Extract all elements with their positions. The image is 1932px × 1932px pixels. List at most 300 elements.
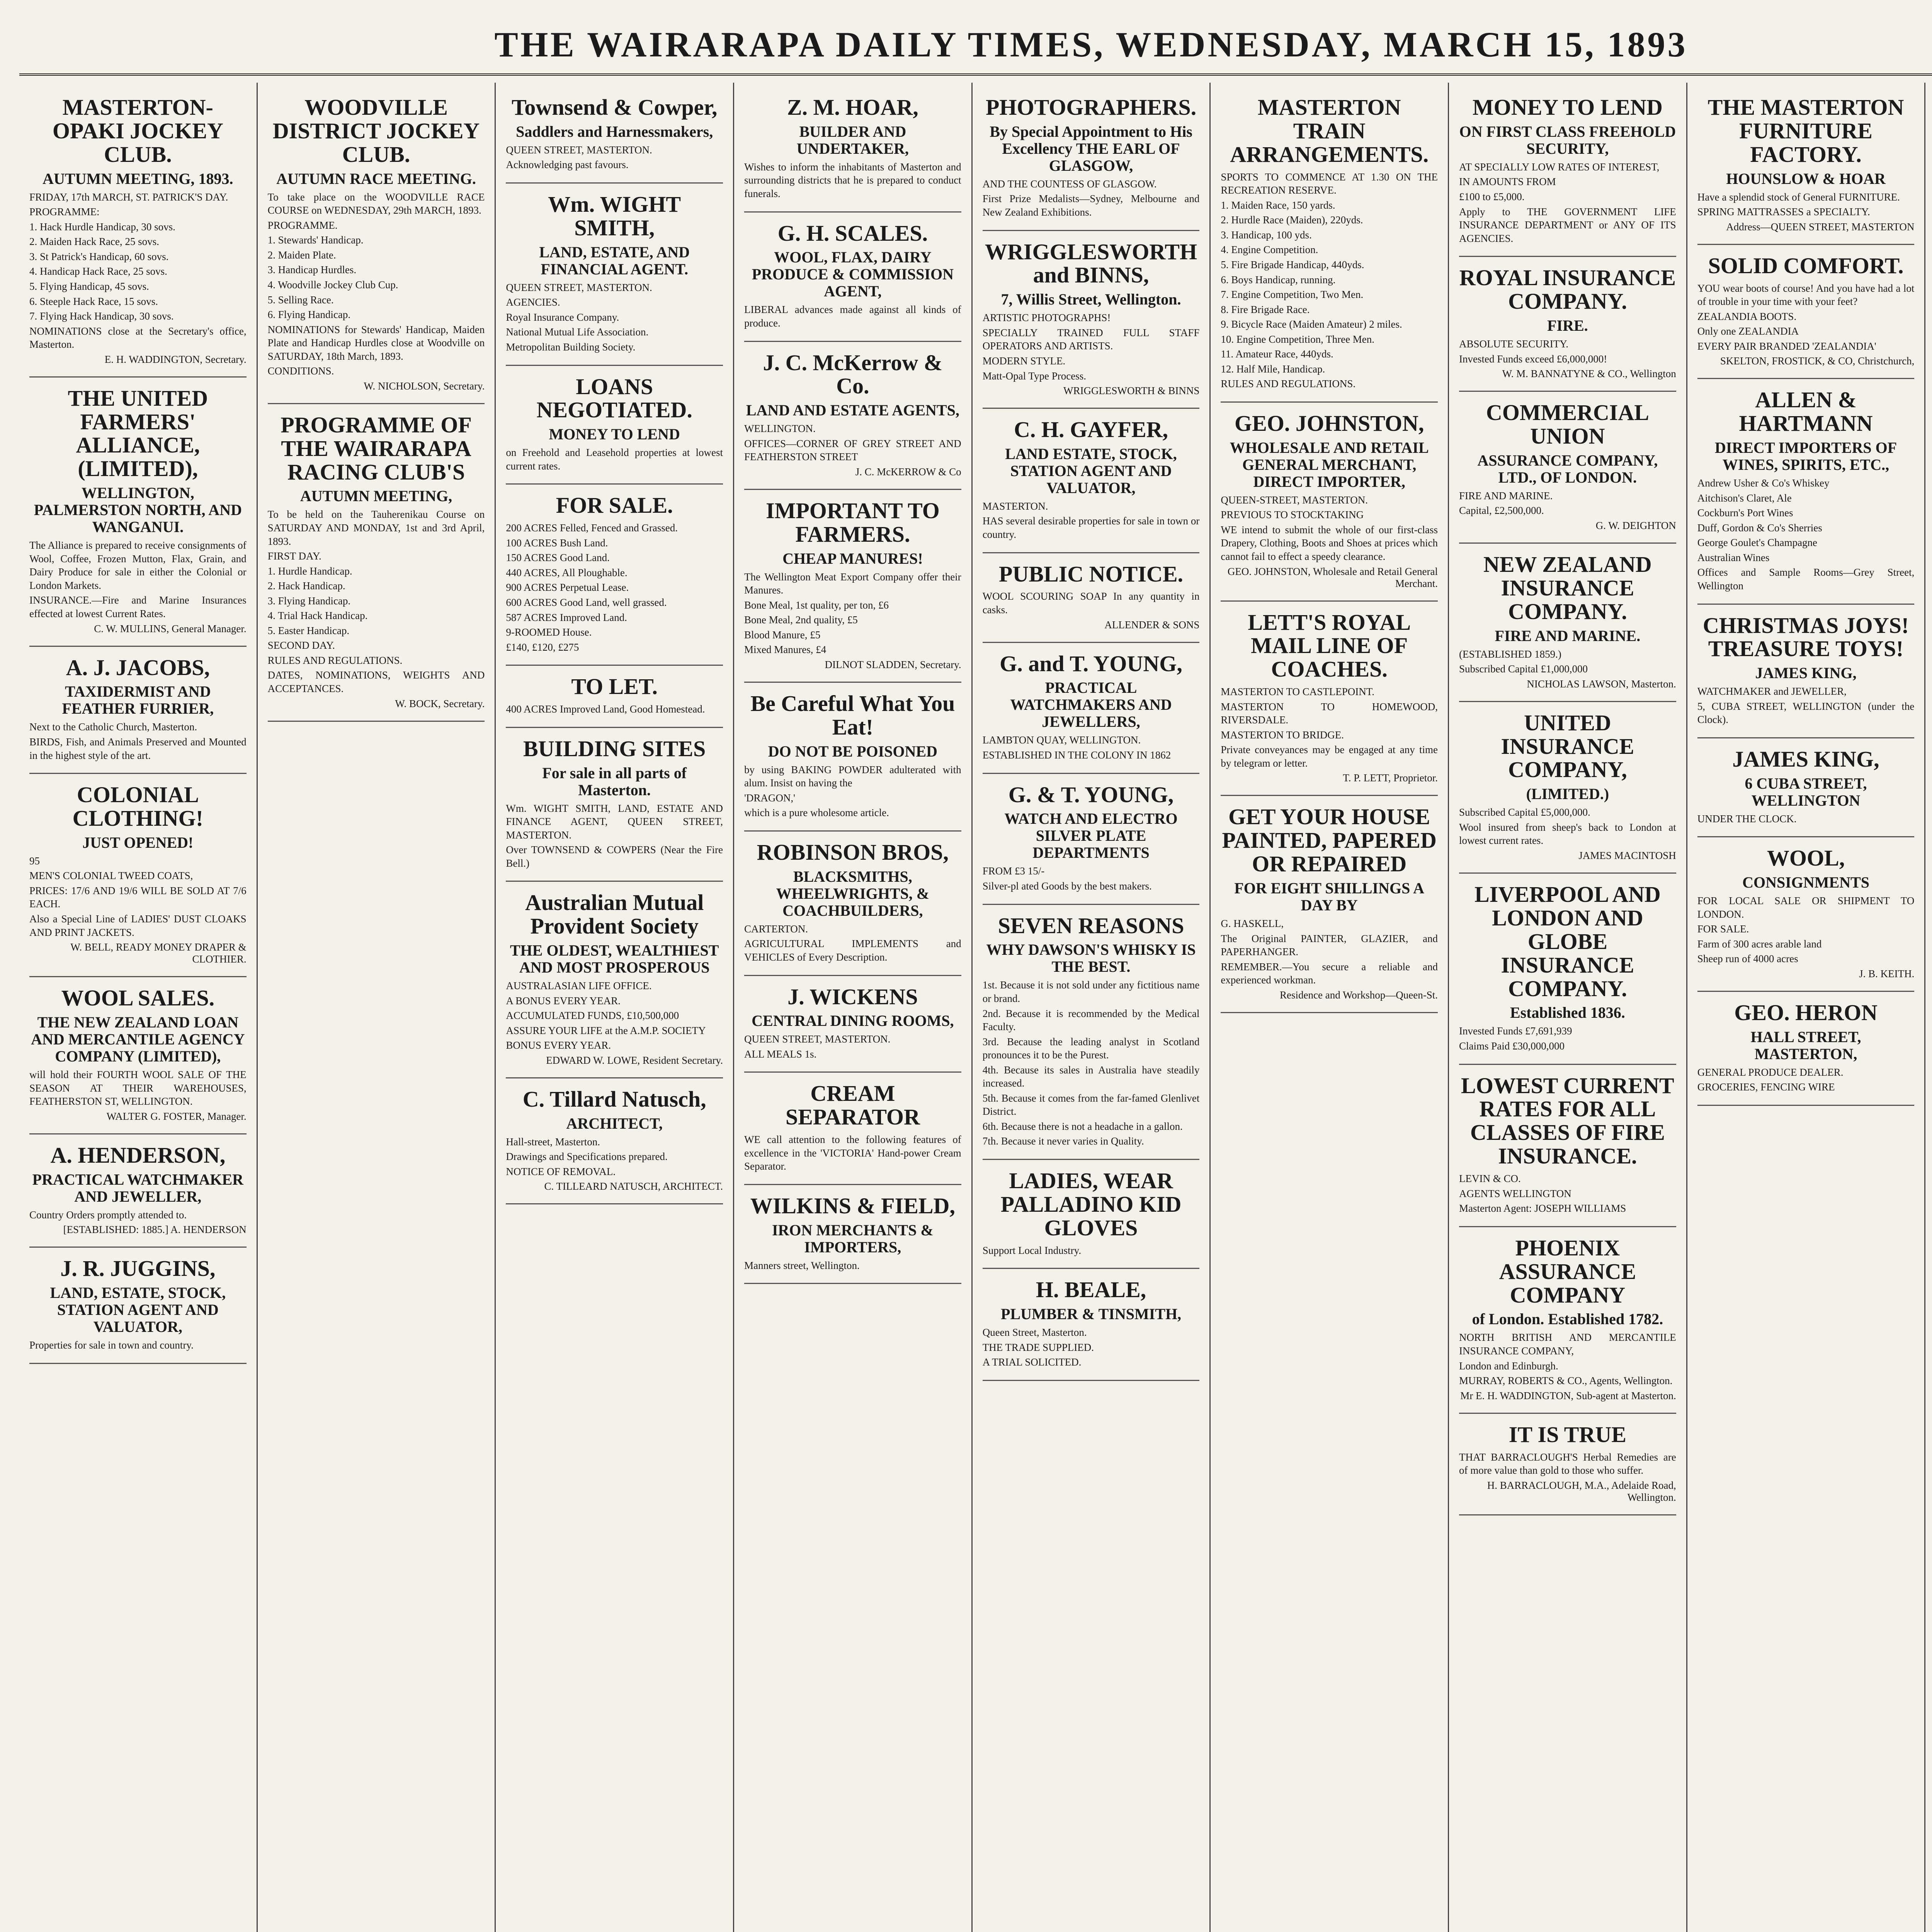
ad-body-line: 900 ACRES Perpetual Lease.	[506, 582, 629, 594]
ad-body-line: MASTERTON.	[982, 500, 1048, 512]
ad-signature: W. NICHOLSON, Secretary.	[364, 380, 485, 392]
advertisement	[1459, 87, 1676, 257]
ad-heading: GEO. JOHNSTON,	[1234, 410, 1424, 436]
ad-heading: IT IS TRUE	[1509, 1422, 1626, 1447]
ad-body-line: Support Local Industry.	[982, 1244, 1082, 1256]
advertisement	[1459, 544, 1676, 702]
ad-body-line: CONDITIONS.	[267, 365, 334, 377]
ad-subheading: THE NEW ZEALAND LOAN AND MERCANTILE AGENCY COMPANY (LIMITED),	[31, 1014, 245, 1065]
ad-body	[506, 1135, 723, 1179]
ad-body-line: First Prize Medalists—Sydney, Melbourne and New Zealand Exhibitions.	[982, 193, 1200, 218]
advertisement	[29, 1248, 247, 1364]
ad-signature: ALLENDER & SONS	[1104, 619, 1200, 631]
ad-body	[983, 177, 1200, 219]
ad-body-line: (ESTABLISHED 1859.)	[1459, 648, 1561, 660]
ad-body-line: Queen Street, Masterton.	[982, 1327, 1087, 1338]
ad-body-line: ASSURE YOUR LIFE at the A.M.P. SOCIETY	[506, 1024, 706, 1036]
ad-body-line: £140, £120, £275	[506, 641, 579, 653]
ad-body-line: SPRING MATTRASSES a SPECIALTY.	[1697, 206, 1870, 218]
column-9	[1925, 83, 1932, 1932]
ad-body	[1459, 337, 1676, 366]
ad-subheading: LAND AND ESTATE AGENTS,	[746, 401, 959, 419]
ad-subheading: JAMES KING,	[1755, 664, 1857, 682]
ad-subheading: BUILDER AND UNDERTAKER,	[796, 122, 909, 157]
ad-heading: G. H. SCALES.	[777, 220, 928, 246]
ad-subheading: MONEY TO LEND	[549, 425, 680, 443]
ad-body-line: UNDER THE CLOCK.	[1697, 813, 1797, 825]
advertisement	[29, 774, 247, 977]
advertisement	[1221, 87, 1438, 403]
ad-signature: J. C. McKERROW & Co	[855, 466, 961, 478]
ad-body	[744, 1133, 961, 1173]
ad-heading: UNITED INSURANCE COMPANY,	[1501, 710, 1634, 782]
ad-body-line: 200 ACRES Felled, Fenced and Grassed.	[506, 522, 678, 534]
ad-heading: Wm. WIGHT SMITH,	[548, 191, 681, 240]
ad-subheading: AUTUMN MEETING, 1893.	[43, 170, 233, 187]
ad-subheading: WOOL, FLAX, DAIRY PRODUCE & COMMISSION AGENT,	[752, 248, 954, 300]
ad-body-line: Andrew Usher & Co's Whiskey	[1697, 477, 1830, 489]
ad-body-line: WE intend to submit the whole of our first-class Drapery, Clothing, Boots and Shoes at prices which cannot fail to effect a speedy clearance.	[1221, 524, 1438, 562]
ad-heading: Be Careful What You Eat!	[750, 691, 955, 740]
ad-body-line: Bone Meal, 2nd quality, £5	[744, 614, 858, 626]
ad-subheading: AUTUMN RACE MEETING.	[276, 170, 476, 187]
advertisement	[1459, 392, 1676, 544]
ad-signature: [ESTABLISHED: 1885.] A. HENDERSON	[63, 1224, 247, 1236]
ad-body-line: Subscribed Capital £5,000,000.	[1459, 806, 1590, 818]
masthead	[19, 15, 1932, 76]
ad-heading: PHOENIX ASSURANCE COMPANY	[1499, 1235, 1636, 1308]
ad-subheading: FIRE.	[1547, 316, 1588, 334]
ad-body-line: Matt-Opal Type Process.	[982, 370, 1086, 382]
advertisement	[983, 553, 1200, 643]
ad-body-line: Masterton Agent: JOSEPH WILLIAMS	[1459, 1202, 1626, 1214]
ad-body-line: by using BAKING POWDER adulterated with alum. Insist on having the	[744, 764, 961, 789]
ad-body-line: Wm. WIGHT SMITH, LAND, ESTATE AND FINANCE AGENT, QUEEN STREET, MASTERTON.	[506, 802, 723, 841]
ad-body-line: MEN'S COLONIAL TWEED COATS,	[29, 870, 193, 882]
ad-body-line: AGRICULTURAL IMPLEMENTS and VEHICLES of Every Description.	[744, 938, 961, 963]
ad-subheading: WELLINGTON, PALMERSTON NORTH, AND WANGANUI.	[34, 484, 242, 536]
ad-body-line: 1. Hurdle Handicap.	[267, 565, 352, 577]
ad-body-line: 7. Flying Hack Handicap, 30 sovs.	[29, 310, 174, 322]
ad-heading: WOOL,	[1767, 845, 1845, 871]
ad-body-line: 600 ACRES Good Land, well grassed.	[506, 597, 667, 608]
advertisement	[983, 231, 1200, 409]
ad-body-line: which is a pure wholesome article.	[744, 807, 889, 819]
ad-body-line: 440 ACRES, All Ploughable.	[506, 566, 628, 578]
ad-heading: J. C. McKerrow & Co.	[763, 350, 943, 399]
ad-body-line: 9. Bicycle Race (Maiden Amateur) 2 miles.	[1221, 318, 1402, 330]
ad-body-line: ALL MEALS 1s.	[744, 1048, 817, 1060]
ad-body	[1221, 170, 1438, 391]
column-5	[973, 83, 1211, 1932]
ad-body-line: RULES AND REGULATIONS.	[267, 654, 403, 666]
ad-body-line: 7. Engine Competition, Two Men.	[1221, 289, 1364, 301]
advertisement	[268, 87, 485, 404]
advertisement	[506, 366, 723, 485]
ad-body	[983, 311, 1200, 383]
ad-body	[1459, 648, 1676, 676]
ad-heading: ROYAL INSURANCE COMPANY.	[1459, 265, 1676, 314]
ad-body-line: 3. Handicap Hurdles.	[267, 264, 357, 276]
ad-body-line: 5. Flying Handicap, 45 sovs.	[29, 280, 149, 292]
ad-body	[1459, 1172, 1676, 1215]
ad-body	[1459, 1024, 1676, 1053]
advertisement	[1697, 837, 1915, 992]
ad-body-line: 1st. Because it is not sold under any fictitious name or brand.	[982, 979, 1200, 1004]
ad-body	[1697, 685, 1915, 726]
ad-heading: H. BEALE,	[1036, 1277, 1146, 1303]
ad-body	[1459, 1451, 1676, 1477]
ad-body-line: Australian Wines	[1697, 551, 1770, 563]
ad-subheading: WHY DAWSON'S WHISKY IS THE BEST.	[986, 941, 1196, 976]
ad-heading: FOR SALE.	[556, 493, 673, 518]
ad-heading: J. WICKENS	[787, 984, 918, 1009]
ad-body-line: MODERN STYLE.	[982, 355, 1066, 367]
ad-body-line: on Freehold and Leasehold properties at lowest current rates.	[506, 447, 723, 472]
advertisement	[1459, 1065, 1676, 1227]
advertisement	[1697, 605, 1915, 738]
ad-body	[1697, 894, 1915, 966]
ad-subheading: DO NOT BE POISONED	[768, 742, 937, 760]
ad-heading: COLONIAL CLOTHING!	[72, 782, 204, 831]
advertisement	[1459, 1227, 1676, 1414]
ad-signature: NICHOLAS LAWSON, Masterton.	[1527, 678, 1676, 690]
ad-body-line: 1. Maiden Race, 150 yards.	[1221, 199, 1335, 211]
advertisement	[744, 683, 961, 832]
ad-heading: BUILDING SITES	[523, 736, 706, 761]
ad-body-line: Private conveyances may be engaged at any time by telegram or letter.	[1221, 744, 1438, 769]
ad-body-line: Only one ZEALANDIA	[1697, 325, 1799, 337]
ad-signature: Address—QUEEN STREET, MASTERTON	[1726, 221, 1915, 233]
ad-body-line: LIBERAL advances made against all kinds of produce.	[744, 304, 961, 329]
ad-heading: PROGRAMME OF THE WAIRARAPA RACING CLUB'S	[281, 412, 472, 485]
ad-body-line: Duff, Gordon & Co's Sherries	[1697, 522, 1822, 534]
ad-body	[744, 303, 961, 330]
ad-subheading: (LIMITED.)	[1526, 785, 1609, 803]
ad-body-line: WATCHMAKER and JEWELLER,	[1697, 685, 1847, 697]
advertisement	[1221, 602, 1438, 796]
ad-heading: ALLEN & HARTMANN	[1739, 387, 1873, 436]
ad-body-line: Mixed Manures, £4	[744, 644, 827, 656]
ad-body	[506, 702, 723, 716]
ad-heading: SOLID COMFORT.	[1708, 253, 1904, 278]
ad-body-line: FOR LOCAL SALE OR SHIPMENT TO LONDON.	[1697, 895, 1915, 920]
ad-subheading: CONSIGNMENTS	[1742, 874, 1870, 891]
ad-body-line: £100 to £5,000.	[1459, 190, 1525, 202]
ad-heading: LOWEST CURRENT RATES FOR ALL CLASSES OF FIRE INSURANCE.	[1461, 1073, 1674, 1169]
ad-signature: G. W. DEIGHTON	[1595, 519, 1676, 531]
ad-signature: C. W. MULLINS, General Manager.	[94, 622, 247, 634]
ad-signature: SKELTON, FROSTICK, & CO, Christchurch,	[1720, 355, 1915, 367]
ad-signature: J. B. KEITH.	[1859, 968, 1915, 980]
ad-body-line: Farm of 300 acres arable land	[1697, 938, 1822, 950]
ad-body-line: London and Edinburgh.	[1459, 1360, 1558, 1372]
ad-body-line: MASTERTON TO CASTLEPOINT.	[1221, 686, 1375, 698]
ad-subheading: AUTUMN MEETING,	[300, 487, 452, 505]
ad-body-line: Invested Funds exceed £6,000,000!	[1459, 353, 1607, 365]
ad-body-line: ACCUMULATED FUNDS, £10,500,000	[506, 1010, 679, 1022]
ad-body-line: Capital, £2,500,000.	[1459, 505, 1544, 517]
ad-body	[983, 1244, 1200, 1257]
ad-body-line: AND THE COUNTESS OF GLASGOW.	[982, 178, 1157, 190]
ad-body	[506, 802, 723, 870]
ad-signature: T. P. LETT, Proprietor.	[1343, 772, 1438, 784]
ad-body	[29, 720, 247, 762]
ad-subheading: HOUNSLOW & HOAR	[1726, 170, 1886, 187]
ad-body-line: ZEALANDIA BOOTS.	[1697, 310, 1797, 322]
ad-heading: THE UNITED FARMERS' ALLIANCE, (LIMITED),	[68, 385, 208, 481]
advertisement	[983, 1160, 1200, 1269]
ad-body-line: 2. Hack Handicap.	[267, 580, 345, 592]
ad-body	[506, 446, 723, 473]
ad-body	[983, 864, 1200, 893]
ad-signature: Mr E. H. WADDINGTON, Sub-agent at Masterton.	[1460, 1389, 1676, 1401]
ad-body-line: 12. Half Mile, Handicap.	[1221, 363, 1325, 375]
ad-body-line: Manners street, Wellington.	[744, 1259, 860, 1271]
ad-body	[744, 922, 961, 964]
ad-subheading: ASSURANCE COMPANY, LTD., OF LONDON.	[1477, 451, 1658, 486]
ad-body-line: A TRIAL SOLICITED.	[982, 1356, 1082, 1368]
ad-body-line: QUEEN STREET, MASTERTON.	[506, 144, 652, 156]
ad-body-line: QUEEN STREET, MASTERTON.	[506, 281, 652, 293]
ad-body-line: Sheep run of 4000 acres	[1697, 953, 1798, 965]
ad-body-line: FRIDAY, 17th MARCH, ST. PATRICK'S DAY.	[29, 191, 228, 203]
ad-signature: GEO. JOHNSTON, Wholesale and Retail General Merchant.	[1227, 565, 1438, 589]
ad-body-line: To be held on the Tauherenikau Course on SATURDAY AND MONDAY, 1st and 3rd April, 1893.	[267, 509, 485, 547]
ad-heading: IMPORTANT TO FARMERS.	[766, 498, 940, 547]
ad-body	[506, 143, 723, 172]
ad-body	[744, 1032, 961, 1061]
ad-body-line: National Mutual Life Association.	[506, 326, 649, 338]
ad-heading: C. Tillard Natusch,	[522, 1086, 706, 1112]
ad-subheading: LAND ESTATE, STOCK, STATION AGENT AND VALUATOR,	[1005, 445, 1177, 497]
ad-subheading: FIRE AND MARINE.	[1495, 627, 1641, 645]
ad-subheading: WATCH AND ELECTRO SILVER PLATE DEPARTMENTS	[1004, 810, 1178, 862]
ad-body-line: 1. Hack Hurdle Handicap, 30 sovs.	[29, 221, 175, 233]
ad-body-line: MASTERTON TO BRIDGE.	[1221, 729, 1344, 741]
ad-signature: E. H. WADDINGTON, Secretary.	[104, 353, 247, 365]
ad-body-line: SECOND DAY.	[267, 639, 335, 651]
ad-body	[744, 1259, 961, 1272]
ad-subheading: LAND, ESTATE, AND FINANCIAL AGENT.	[539, 243, 690, 278]
ad-body-line: 587 ACRES Improved Land.	[506, 611, 627, 623]
ad-subheading: For sale in all parts of Masterton.	[542, 764, 687, 799]
ad-body-line: 400 ACRES Improved Land, Good Homestead.	[506, 703, 705, 715]
ad-signature: C. TILLEARD NATUSCH, ARCHITECT.	[544, 1180, 723, 1192]
ad-body-line: AT SPECIALLY LOW RATES OF INTEREST,	[1459, 161, 1660, 173]
ad-body-line: NORTH BRITISH AND MERCANTILE INSURANCE COMPANY,	[1459, 1332, 1676, 1357]
ad-body-line: Bone Meal, 1st quality, per ton, £6	[744, 599, 889, 611]
column-8	[1687, 83, 1926, 1932]
ad-body-line: DATES, NOMINATIONS, WEIGHTS AND ACCEPTANCES.	[267, 669, 485, 695]
ad-body-line: ARTISTIC PHOTOGRAPHS!	[982, 312, 1111, 324]
ad-body	[744, 763, 961, 820]
ad-body	[1697, 190, 1915, 219]
ad-body-line: Offices and Sample Rooms—Grey Street, Wellington	[1697, 566, 1915, 592]
advertisement	[506, 728, 723, 882]
ad-body	[506, 521, 723, 654]
ad-body-line: 2. Hurdle Race (Maiden), 220yds.	[1221, 214, 1363, 226]
advertisement	[29, 87, 247, 378]
ad-subheading: ON FIRST CLASS FREEHOLD SECURITY,	[1459, 122, 1676, 157]
ad-body-line: Claims Paid £30,000,000	[1459, 1040, 1565, 1052]
ad-body	[1697, 1066, 1915, 1094]
ad-body	[268, 190, 485, 378]
ad-body-line: NOMINATIONS close at the Secretary's office, Masterton.	[29, 325, 247, 350]
ad-body-line: Subscribed Capital £1,000,000	[1459, 663, 1588, 675]
ad-body-line: 3rd. Because the leading analyst in Scotland pronounces it to be the Purest.	[982, 1036, 1200, 1061]
advertisement	[744, 213, 961, 342]
ad-body	[29, 854, 247, 939]
advertisement	[744, 1185, 961, 1284]
ad-body-line: WE call attention to the following features of excellence in the 'VICTORIA' Hand-power Cream Separator.	[744, 1134, 961, 1172]
ad-body-line: GROCERIES, FENCING WIRE	[1697, 1081, 1835, 1093]
ad-subheading: WHOLESALE AND RETAIL GENERAL MERCHANT, DIRECT IMPORTER,	[1230, 439, 1429, 490]
ad-body	[1459, 489, 1676, 517]
ad-signature: JAMES MACINTOSH	[1578, 850, 1676, 861]
ad-body-line: 10. Engine Competition, Three Men.	[1221, 333, 1375, 345]
ad-body-line: Hall-street, Masterton.	[506, 1136, 600, 1148]
ad-heading: THE MASTERTON FURNITURE FACTORY.	[1708, 95, 1904, 167]
ad-body-line: MURRAY, ROBERTS & CO., Agents, Wellington.	[1459, 1375, 1673, 1387]
advertisement	[744, 832, 961, 976]
ad-signature: EDWARD W. LOWE, Resident Secretary.	[546, 1054, 723, 1066]
advertisement	[1459, 1414, 1676, 1515]
advertisement	[1697, 992, 1915, 1106]
column-2	[258, 83, 496, 1932]
ad-body-line: ABSOLUTE SECURITY.	[1459, 338, 1569, 350]
ad-body	[1459, 806, 1676, 847]
ad-subheading: 6 CUBA STREET, WELLINGTON	[1745, 774, 1867, 809]
ad-body-line: PROGRAMME.	[267, 219, 338, 231]
ad-body-line: Also a Special Line of LADIES' DUST CLOAKS AND PRINT JACKETS.	[29, 913, 247, 938]
ad-body	[1221, 493, 1438, 563]
advertisement	[506, 485, 723, 666]
ad-body	[983, 500, 1200, 541]
advertisement	[1697, 379, 1915, 604]
ad-subheading: ARCHITECT,	[566, 1114, 663, 1132]
ad-body-line: 3. St Patrick's Handicap, 60 sovs.	[29, 250, 169, 262]
advertisement	[983, 905, 1200, 1160]
ad-heading: Townsend & Cowper,	[512, 95, 718, 120]
ad-body	[983, 1326, 1200, 1369]
ad-body-line: LEVIN & CO.	[1459, 1173, 1521, 1185]
ad-body-line: Invested Funds £7,691,939	[1459, 1025, 1572, 1037]
ad-body	[744, 422, 961, 464]
ad-subheading: CHEAP MANURES!	[782, 549, 923, 567]
ad-body-line: The Original PAINTER, GLAZIER, and PAPERHANGER.	[1221, 932, 1438, 958]
advertisement	[29, 378, 247, 647]
ad-subheading: of London. Established 1782.	[1472, 1310, 1663, 1328]
ad-body-line: 95	[29, 855, 40, 867]
ad-body	[1697, 282, 1915, 353]
ad-heading: TO LET.	[571, 674, 658, 699]
ad-body-line: George Goulet's Champagne	[1697, 537, 1817, 549]
ad-body-line: REMEMBER.—You secure a reliable and experienced workman.	[1221, 961, 1438, 986]
ad-subheading: FOR EIGHT SHILLINGS A DAY BY	[1234, 879, 1425, 914]
advertisement	[1697, 87, 1915, 245]
ad-body-line: INSURANCE.—Fire and Marine Insurances effected at lowest Current Rates.	[29, 594, 247, 619]
advertisement	[983, 87, 1200, 231]
ad-subheading: THE OLDEST, WEALTHIEST AND MOST PROSPEROUS	[510, 942, 719, 976]
ad-heading: ROBINSON BROS,	[757, 839, 949, 865]
ad-heading: PUBLIC NOTICE.	[999, 561, 1184, 587]
ad-subheading: JUST OPENED!	[82, 833, 194, 851]
ad-body	[1221, 917, 1438, 987]
ad-body-line: 6. Steeple Hack Race, 15 sovs.	[29, 295, 158, 307]
ad-heading: JAMES KING,	[1732, 746, 1879, 772]
ad-body-line: To take place on the WOODVILLE RACE COURSE on WEDNESDAY, 29th MARCH, 1893.	[267, 191, 485, 216]
ad-subheading: DIRECT IMPORTERS OF WINES, SPIRITS, ETC.,	[1714, 439, 1897, 474]
ad-body-line: Wishes to inform the inhabitants of Masterton and surrounding districts that he is prepared to conduct funerals.	[744, 161, 961, 199]
ad-subheading: PRACTICAL WATCHMAKER AND JEWELLER,	[32, 1170, 244, 1205]
ad-body-line: 4. Trial Hack Handicap.	[267, 610, 368, 622]
advertisement	[1697, 245, 1915, 379]
ad-body-line: AUSTRALASIAN LIFE OFFICE.	[506, 980, 652, 992]
ad-heading: LIVERPOOL AND LONDON AND GLOBE INSURANCE COMPANY.	[1474, 882, 1661, 1001]
ad-body-line: BIRDS, Fish, and Animals Preserved and Mounted in the highest style of the art.	[29, 736, 247, 761]
ad-body-line: 5. Selling Race.	[267, 294, 334, 306]
ad-subheading: PRACTICAL WATCHMAKERS AND JEWELLERS,	[1010, 679, 1172, 731]
ad-body	[983, 733, 1200, 762]
ad-heading: G. & T. YOUNG,	[1008, 782, 1174, 807]
advertisement	[1459, 257, 1676, 392]
ad-body-line: AGENTS WELLINGTON	[1459, 1187, 1571, 1199]
ad-body-line: 5th. Because it comes from the far-famed Glenlivet District.	[982, 1092, 1200, 1117]
ad-body-line: Acknowledging past favours.	[506, 159, 629, 171]
ad-signature: H. BARRACLOUGH, M.A., Adelaide Road, Wellington.	[1487, 1479, 1676, 1503]
ad-body-line: BONUS EVERY YEAR.	[506, 1039, 611, 1051]
ad-body-line: Drawings and Specifications prepared.	[506, 1151, 668, 1163]
ad-heading: A. J. JACOBS,	[66, 655, 210, 680]
advertisement	[29, 977, 247, 1134]
advertisement	[506, 87, 723, 184]
ad-body-line: 100 ACRES Bush Land.	[506, 537, 608, 549]
ad-signature: WRIGGLESWORTH & BINNS	[1063, 385, 1200, 397]
ad-body	[1697, 476, 1915, 592]
ad-body-line: HAS several desirable properties for sale in town or country.	[982, 515, 1200, 541]
ad-body-line: FOR SALE.	[1697, 923, 1749, 935]
ad-body-line: 3. Handicap, 100 yds.	[1221, 229, 1312, 241]
ad-body-line: Blood Manure, £5	[744, 629, 821, 641]
ad-heading: LOANS NEGOTIATED.	[536, 374, 692, 423]
ad-heading: CREAM SEPARATOR	[785, 1081, 920, 1130]
ad-body	[744, 160, 961, 201]
ad-signature: W. BELL, READY MONEY DRAPER & CLOTHIER.	[70, 941, 247, 965]
ad-body	[1459, 1331, 1676, 1387]
ad-body-line: YOU wear boots of course! And you have had a lot of trouble in your time with your feet?	[1697, 282, 1915, 308]
ad-heading: GEO. HERON	[1734, 1000, 1878, 1026]
advertisement	[506, 1078, 723, 1205]
advertisement	[506, 184, 723, 366]
ad-body	[1697, 812, 1915, 826]
ad-subheading: By Special Appointment to His Excellency THE EARL OF GLASGOW,	[990, 122, 1192, 174]
advertisement	[29, 1134, 247, 1248]
ad-heading: WOOL SALES.	[61, 985, 215, 1011]
ad-body-line: FIRST DAY.	[267, 550, 321, 562]
ad-body-line: MASTERTON TO HOMEWOOD, RIVERSDALE.	[1221, 701, 1438, 726]
ad-body-line: 2nd. Because it is recommended by the Medical Faculty.	[982, 1007, 1200, 1033]
ad-heading: GET YOUR HOUSE PAINTED, PAPERED OR REPAIRED	[1222, 804, 1437, 877]
ad-subheading: HALL STREET, MASTERTON,	[1750, 1028, 1861, 1063]
advertisement	[983, 774, 1200, 905]
advertisement	[744, 1073, 961, 1185]
ad-heading: C. H. GAYFER,	[1014, 417, 1168, 442]
ad-body-line: G. HASKELL,	[1221, 918, 1284, 930]
column-7	[1449, 83, 1687, 1932]
ad-subheading: BLACKSMITHS, WHEELWRIGHTS, & COACHBUILDERS,	[776, 867, 930, 919]
advertisement	[268, 404, 485, 722]
